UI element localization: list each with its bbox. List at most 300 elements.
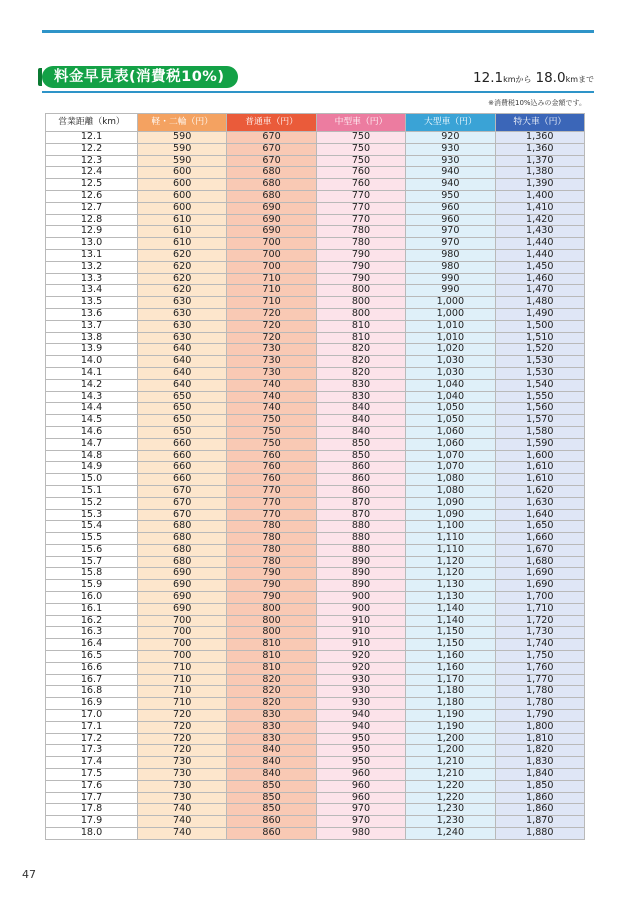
cell-distance: 14.2 bbox=[46, 379, 138, 391]
cell-mid: 860 bbox=[316, 485, 405, 497]
cell-normal: 700 bbox=[227, 249, 316, 261]
cell-distance: 16.7 bbox=[46, 674, 138, 686]
cell-light: 680 bbox=[138, 556, 227, 568]
cell-distance: 14.6 bbox=[46, 426, 138, 438]
cell-normal: 750 bbox=[227, 438, 316, 450]
table-row bbox=[46, 226, 585, 238]
table-row bbox=[46, 804, 585, 816]
cell-mid: 810 bbox=[316, 332, 405, 344]
cell-mid: 920 bbox=[316, 651, 405, 663]
cell-light: 690 bbox=[138, 603, 227, 615]
cell-light: 690 bbox=[138, 568, 227, 580]
cell-normal: 710 bbox=[227, 285, 316, 297]
cell-light: 710 bbox=[138, 662, 227, 674]
cell-light: 730 bbox=[138, 769, 227, 781]
table-row bbox=[46, 603, 585, 615]
cell-light: 680 bbox=[138, 533, 227, 545]
cell-distance: 13.0 bbox=[46, 238, 138, 250]
top-rule bbox=[42, 30, 594, 33]
cell-distance: 17.7 bbox=[46, 792, 138, 804]
cell-light: 640 bbox=[138, 344, 227, 356]
table-row bbox=[46, 745, 585, 757]
cell-distance: 12.4 bbox=[46, 167, 138, 179]
cell-large: 1,040 bbox=[406, 391, 495, 403]
cell-normal: 860 bbox=[227, 816, 316, 828]
cell-distance: 17.9 bbox=[46, 816, 138, 828]
table-row bbox=[46, 533, 585, 545]
cell-distance: 15.1 bbox=[46, 485, 138, 497]
cell-large: 1,060 bbox=[406, 426, 495, 438]
cell-distance: 15.3 bbox=[46, 509, 138, 521]
table-row bbox=[46, 403, 585, 415]
cell-light: 690 bbox=[138, 592, 227, 604]
cell-special: 1,730 bbox=[495, 627, 584, 639]
cell-large: 1,120 bbox=[406, 556, 495, 568]
table-row bbox=[46, 143, 585, 155]
cell-light: 660 bbox=[138, 462, 227, 474]
table-row bbox=[46, 155, 585, 167]
cell-special: 1,780 bbox=[495, 698, 584, 710]
cell-special: 1,690 bbox=[495, 580, 584, 592]
cell-mid: 830 bbox=[316, 391, 405, 403]
cell-light: 640 bbox=[138, 367, 227, 379]
cell-mid: 840 bbox=[316, 403, 405, 415]
cell-distance: 12.6 bbox=[46, 190, 138, 202]
cell-normal: 740 bbox=[227, 391, 316, 403]
cell-light: 730 bbox=[138, 792, 227, 804]
cell-mid: 880 bbox=[316, 533, 405, 545]
cell-large: 1,200 bbox=[406, 733, 495, 745]
cell-light: 680 bbox=[138, 544, 227, 556]
cell-light: 700 bbox=[138, 627, 227, 639]
cell-large: 1,070 bbox=[406, 450, 495, 462]
cell-mid: 950 bbox=[316, 745, 405, 757]
table-row bbox=[46, 249, 585, 261]
cell-special: 1,550 bbox=[495, 391, 584, 403]
cell-normal: 720 bbox=[227, 320, 316, 332]
cell-special: 1,840 bbox=[495, 769, 584, 781]
cell-normal: 810 bbox=[227, 639, 316, 651]
cell-large: 1,080 bbox=[406, 474, 495, 486]
cell-special: 1,620 bbox=[495, 485, 584, 497]
cell-normal: 850 bbox=[227, 792, 316, 804]
cell-mid: 880 bbox=[316, 521, 405, 533]
cell-special: 1,710 bbox=[495, 603, 584, 615]
cell-distance: 17.1 bbox=[46, 721, 138, 733]
cell-large: 1,060 bbox=[406, 438, 495, 450]
cell-mid: 860 bbox=[316, 474, 405, 486]
cell-normal: 800 bbox=[227, 627, 316, 639]
cell-special: 1,410 bbox=[495, 202, 584, 214]
cell-large: 950 bbox=[406, 190, 495, 202]
cell-light: 660 bbox=[138, 438, 227, 450]
cell-light: 630 bbox=[138, 320, 227, 332]
table-row bbox=[46, 651, 585, 663]
cell-large: 1,160 bbox=[406, 662, 495, 674]
cell-normal: 770 bbox=[227, 497, 316, 509]
table-row bbox=[46, 828, 585, 840]
cell-large: 1,000 bbox=[406, 297, 495, 309]
cell-light: 650 bbox=[138, 391, 227, 403]
cell-special: 1,530 bbox=[495, 367, 584, 379]
table-row bbox=[46, 391, 585, 403]
cell-special: 1,570 bbox=[495, 415, 584, 427]
table-row bbox=[46, 662, 585, 674]
cell-large: 1,240 bbox=[406, 828, 495, 840]
cell-large: 1,070 bbox=[406, 462, 495, 474]
cell-large: 1,100 bbox=[406, 521, 495, 533]
cell-large: 1,110 bbox=[406, 544, 495, 556]
cell-mid: 970 bbox=[316, 816, 405, 828]
cell-special: 1,380 bbox=[495, 167, 584, 179]
cell-normal: 750 bbox=[227, 415, 316, 427]
table-row bbox=[46, 710, 585, 722]
cell-special: 1,610 bbox=[495, 462, 584, 474]
cell-distance: 16.6 bbox=[46, 662, 138, 674]
table-row bbox=[46, 415, 585, 427]
cell-mid: 760 bbox=[316, 179, 405, 191]
cell-normal: 840 bbox=[227, 745, 316, 757]
cell-special: 1,500 bbox=[495, 320, 584, 332]
cell-normal: 770 bbox=[227, 509, 316, 521]
cell-large: 1,230 bbox=[406, 816, 495, 828]
cell-special: 1,580 bbox=[495, 426, 584, 438]
cell-normal: 800 bbox=[227, 615, 316, 627]
cell-mid: 770 bbox=[316, 214, 405, 226]
cell-mid: 780 bbox=[316, 226, 405, 238]
cell-distance: 14.8 bbox=[46, 450, 138, 462]
cell-special: 1,770 bbox=[495, 674, 584, 686]
cell-special: 1,420 bbox=[495, 214, 584, 226]
cell-special: 1,650 bbox=[495, 521, 584, 533]
range-mid: から bbox=[515, 75, 532, 84]
cell-mid: 960 bbox=[316, 780, 405, 792]
range-from-unit: km bbox=[503, 75, 516, 84]
cell-special: 1,530 bbox=[495, 356, 584, 368]
cell-distance: 16.2 bbox=[46, 615, 138, 627]
cell-large: 960 bbox=[406, 214, 495, 226]
cell-special: 1,440 bbox=[495, 249, 584, 261]
table-row bbox=[46, 485, 585, 497]
cell-special: 1,660 bbox=[495, 533, 584, 545]
cell-special: 1,760 bbox=[495, 662, 584, 674]
cell-special: 1,830 bbox=[495, 757, 584, 769]
table-row bbox=[46, 190, 585, 202]
cell-mid: 860 bbox=[316, 462, 405, 474]
table-row bbox=[46, 686, 585, 698]
table-row bbox=[46, 497, 585, 509]
range-from: 12.1 bbox=[473, 70, 504, 86]
cell-large: 1,080 bbox=[406, 485, 495, 497]
cell-distance: 12.8 bbox=[46, 214, 138, 226]
table-row bbox=[46, 285, 585, 297]
cell-light: 720 bbox=[138, 733, 227, 745]
cell-normal: 810 bbox=[227, 662, 316, 674]
cell-large: 1,000 bbox=[406, 308, 495, 320]
cell-mid: 880 bbox=[316, 544, 405, 556]
cell-special: 1,590 bbox=[495, 438, 584, 450]
cell-large: 1,220 bbox=[406, 780, 495, 792]
cell-mid: 790 bbox=[316, 249, 405, 261]
cell-large: 1,010 bbox=[406, 320, 495, 332]
cell-mid: 870 bbox=[316, 497, 405, 509]
cell-special: 1,470 bbox=[495, 285, 584, 297]
table-row bbox=[46, 627, 585, 639]
cell-distance: 15.4 bbox=[46, 521, 138, 533]
table-row bbox=[46, 167, 585, 179]
cell-normal: 850 bbox=[227, 780, 316, 792]
fare-table-header bbox=[46, 114, 585, 132]
cell-light: 710 bbox=[138, 674, 227, 686]
cell-light: 650 bbox=[138, 415, 227, 427]
cell-large: 1,160 bbox=[406, 651, 495, 663]
header-rule bbox=[42, 91, 594, 93]
cell-special: 1,560 bbox=[495, 403, 584, 415]
cell-normal: 730 bbox=[227, 367, 316, 379]
cell-large: 1,050 bbox=[406, 415, 495, 427]
cell-distance: 14.9 bbox=[46, 462, 138, 474]
cell-mid: 850 bbox=[316, 450, 405, 462]
cell-normal: 710 bbox=[227, 297, 316, 309]
column-header-mid: 中型車（円） bbox=[316, 114, 405, 132]
table-row bbox=[46, 308, 585, 320]
cell-mid: 800 bbox=[316, 285, 405, 297]
cell-distance: 17.8 bbox=[46, 804, 138, 816]
cell-normal: 830 bbox=[227, 710, 316, 722]
table-row bbox=[46, 474, 585, 486]
cell-special: 1,850 bbox=[495, 780, 584, 792]
page-title: 料金早見表(消費税10%) bbox=[42, 66, 238, 88]
cell-mid: 900 bbox=[316, 603, 405, 615]
cell-mid: 820 bbox=[316, 356, 405, 368]
table-row bbox=[46, 344, 585, 356]
cell-large: 1,110 bbox=[406, 533, 495, 545]
cell-light: 720 bbox=[138, 721, 227, 733]
cell-mid: 820 bbox=[316, 344, 405, 356]
table-row bbox=[46, 509, 585, 521]
cell-light: 620 bbox=[138, 261, 227, 273]
cell-normal: 730 bbox=[227, 356, 316, 368]
cell-normal: 850 bbox=[227, 804, 316, 816]
cell-distance: 17.3 bbox=[46, 745, 138, 757]
table-row bbox=[46, 780, 585, 792]
column-header-normal: 普通車（円） bbox=[227, 114, 316, 132]
cell-mid: 800 bbox=[316, 308, 405, 320]
cell-distance: 16.5 bbox=[46, 651, 138, 663]
cell-normal: 730 bbox=[227, 344, 316, 356]
cell-special: 1,490 bbox=[495, 308, 584, 320]
cell-distance: 17.0 bbox=[46, 710, 138, 722]
cell-special: 1,680 bbox=[495, 556, 584, 568]
cell-normal: 670 bbox=[227, 155, 316, 167]
table-row bbox=[46, 521, 585, 533]
table-row bbox=[46, 273, 585, 285]
cell-normal: 780 bbox=[227, 521, 316, 533]
cell-special: 1,810 bbox=[495, 733, 584, 745]
cell-normal: 790 bbox=[227, 568, 316, 580]
cell-normal: 670 bbox=[227, 132, 316, 144]
cell-mid: 790 bbox=[316, 261, 405, 273]
cell-light: 710 bbox=[138, 698, 227, 710]
table-row bbox=[46, 367, 585, 379]
cell-large: 940 bbox=[406, 179, 495, 191]
cell-distance: 14.4 bbox=[46, 403, 138, 415]
cell-mid: 960 bbox=[316, 769, 405, 781]
cell-special: 1,400 bbox=[495, 190, 584, 202]
cell-distance: 13.3 bbox=[46, 273, 138, 285]
cell-large: 1,210 bbox=[406, 769, 495, 781]
cell-distance: 14.3 bbox=[46, 391, 138, 403]
cell-light: 620 bbox=[138, 273, 227, 285]
cell-distance: 12.9 bbox=[46, 226, 138, 238]
cell-light: 590 bbox=[138, 132, 227, 144]
table-row bbox=[46, 379, 585, 391]
table-row bbox=[46, 438, 585, 450]
cell-mid: 910 bbox=[316, 615, 405, 627]
cell-distance: 12.1 bbox=[46, 132, 138, 144]
table-row bbox=[46, 674, 585, 686]
cell-mid: 910 bbox=[316, 627, 405, 639]
cell-large: 1,120 bbox=[406, 568, 495, 580]
cell-large: 1,030 bbox=[406, 356, 495, 368]
cell-normal: 670 bbox=[227, 143, 316, 155]
cell-mid: 820 bbox=[316, 367, 405, 379]
table-row bbox=[46, 332, 585, 344]
cell-normal: 680 bbox=[227, 179, 316, 191]
cell-large: 1,170 bbox=[406, 674, 495, 686]
cell-mid: 760 bbox=[316, 167, 405, 179]
table-row bbox=[46, 462, 585, 474]
cell-special: 1,720 bbox=[495, 615, 584, 627]
cell-large: 1,180 bbox=[406, 686, 495, 698]
table-row bbox=[46, 556, 585, 568]
cell-mid: 870 bbox=[316, 509, 405, 521]
cell-special: 1,690 bbox=[495, 568, 584, 580]
cell-large: 1,090 bbox=[406, 497, 495, 509]
cell-mid: 810 bbox=[316, 320, 405, 332]
range-to-unit: km bbox=[565, 75, 578, 84]
cell-distance: 15.0 bbox=[46, 474, 138, 486]
cell-large: 1,020 bbox=[406, 344, 495, 356]
cell-light: 680 bbox=[138, 521, 227, 533]
cell-light: 700 bbox=[138, 615, 227, 627]
cell-distance: 16.8 bbox=[46, 686, 138, 698]
column-header-distance: 営業距離（km） bbox=[46, 114, 138, 132]
cell-light: 730 bbox=[138, 757, 227, 769]
cell-large: 1,150 bbox=[406, 639, 495, 651]
table-row bbox=[46, 639, 585, 651]
cell-large: 930 bbox=[406, 155, 495, 167]
cell-normal: 820 bbox=[227, 686, 316, 698]
cell-large: 920 bbox=[406, 132, 495, 144]
cell-special: 1,750 bbox=[495, 651, 584, 663]
cell-distance: 15.6 bbox=[46, 544, 138, 556]
cell-normal: 830 bbox=[227, 733, 316, 745]
cell-large: 930 bbox=[406, 143, 495, 155]
cell-normal: 820 bbox=[227, 674, 316, 686]
cell-light: 630 bbox=[138, 308, 227, 320]
cell-special: 1,370 bbox=[495, 155, 584, 167]
cell-mid: 920 bbox=[316, 662, 405, 674]
cell-large: 1,140 bbox=[406, 615, 495, 627]
cell-mid: 770 bbox=[316, 190, 405, 202]
cell-large: 1,040 bbox=[406, 379, 495, 391]
cell-special: 1,510 bbox=[495, 332, 584, 344]
cell-mid: 910 bbox=[316, 639, 405, 651]
cell-light: 600 bbox=[138, 190, 227, 202]
cell-mid: 930 bbox=[316, 698, 405, 710]
cell-normal: 740 bbox=[227, 379, 316, 391]
cell-mid: 890 bbox=[316, 556, 405, 568]
cell-normal: 710 bbox=[227, 273, 316, 285]
cell-light: 710 bbox=[138, 686, 227, 698]
table-row bbox=[46, 592, 585, 604]
table-row bbox=[46, 816, 585, 828]
cell-large: 1,140 bbox=[406, 603, 495, 615]
cell-special: 1,390 bbox=[495, 179, 584, 191]
cell-normal: 680 bbox=[227, 167, 316, 179]
cell-large: 990 bbox=[406, 285, 495, 297]
cell-large: 1,130 bbox=[406, 580, 495, 592]
cell-large: 960 bbox=[406, 202, 495, 214]
table-row bbox=[46, 356, 585, 368]
cell-special: 1,670 bbox=[495, 544, 584, 556]
cell-light: 630 bbox=[138, 332, 227, 344]
cell-mid: 960 bbox=[316, 792, 405, 804]
cell-light: 720 bbox=[138, 745, 227, 757]
cell-light: 670 bbox=[138, 509, 227, 521]
cell-mid: 780 bbox=[316, 238, 405, 250]
table-row bbox=[46, 769, 585, 781]
table-row bbox=[46, 426, 585, 438]
cell-distance: 14.1 bbox=[46, 367, 138, 379]
cell-special: 1,360 bbox=[495, 132, 584, 144]
cell-light: 720 bbox=[138, 710, 227, 722]
cell-special: 1,520 bbox=[495, 344, 584, 356]
cell-distance: 13.2 bbox=[46, 261, 138, 273]
cell-large: 940 bbox=[406, 167, 495, 179]
cell-mid: 890 bbox=[316, 568, 405, 580]
cell-light: 640 bbox=[138, 379, 227, 391]
cell-distance: 16.4 bbox=[46, 639, 138, 651]
table-row bbox=[46, 238, 585, 250]
table-row bbox=[46, 450, 585, 462]
cell-mid: 980 bbox=[316, 828, 405, 840]
cell-large: 970 bbox=[406, 226, 495, 238]
fare-table bbox=[45, 113, 585, 840]
cell-normal: 800 bbox=[227, 603, 316, 615]
column-header-light: 軽・二輪（円） bbox=[138, 114, 227, 132]
table-row bbox=[46, 733, 585, 745]
cell-distance: 14.0 bbox=[46, 356, 138, 368]
table-row bbox=[46, 132, 585, 144]
cell-mid: 930 bbox=[316, 674, 405, 686]
cell-large: 1,190 bbox=[406, 721, 495, 733]
table-row bbox=[46, 580, 585, 592]
cell-distance: 13.6 bbox=[46, 308, 138, 320]
cell-light: 610 bbox=[138, 238, 227, 250]
cell-mid: 950 bbox=[316, 733, 405, 745]
cell-light: 590 bbox=[138, 155, 227, 167]
range-to: 18.0 bbox=[535, 70, 566, 86]
cell-large: 1,210 bbox=[406, 757, 495, 769]
cell-large: 1,230 bbox=[406, 804, 495, 816]
cell-distance: 15.9 bbox=[46, 580, 138, 592]
cell-large: 1,180 bbox=[406, 698, 495, 710]
cell-mid: 750 bbox=[316, 143, 405, 155]
cell-mid: 800 bbox=[316, 297, 405, 309]
cell-special: 1,540 bbox=[495, 379, 584, 391]
